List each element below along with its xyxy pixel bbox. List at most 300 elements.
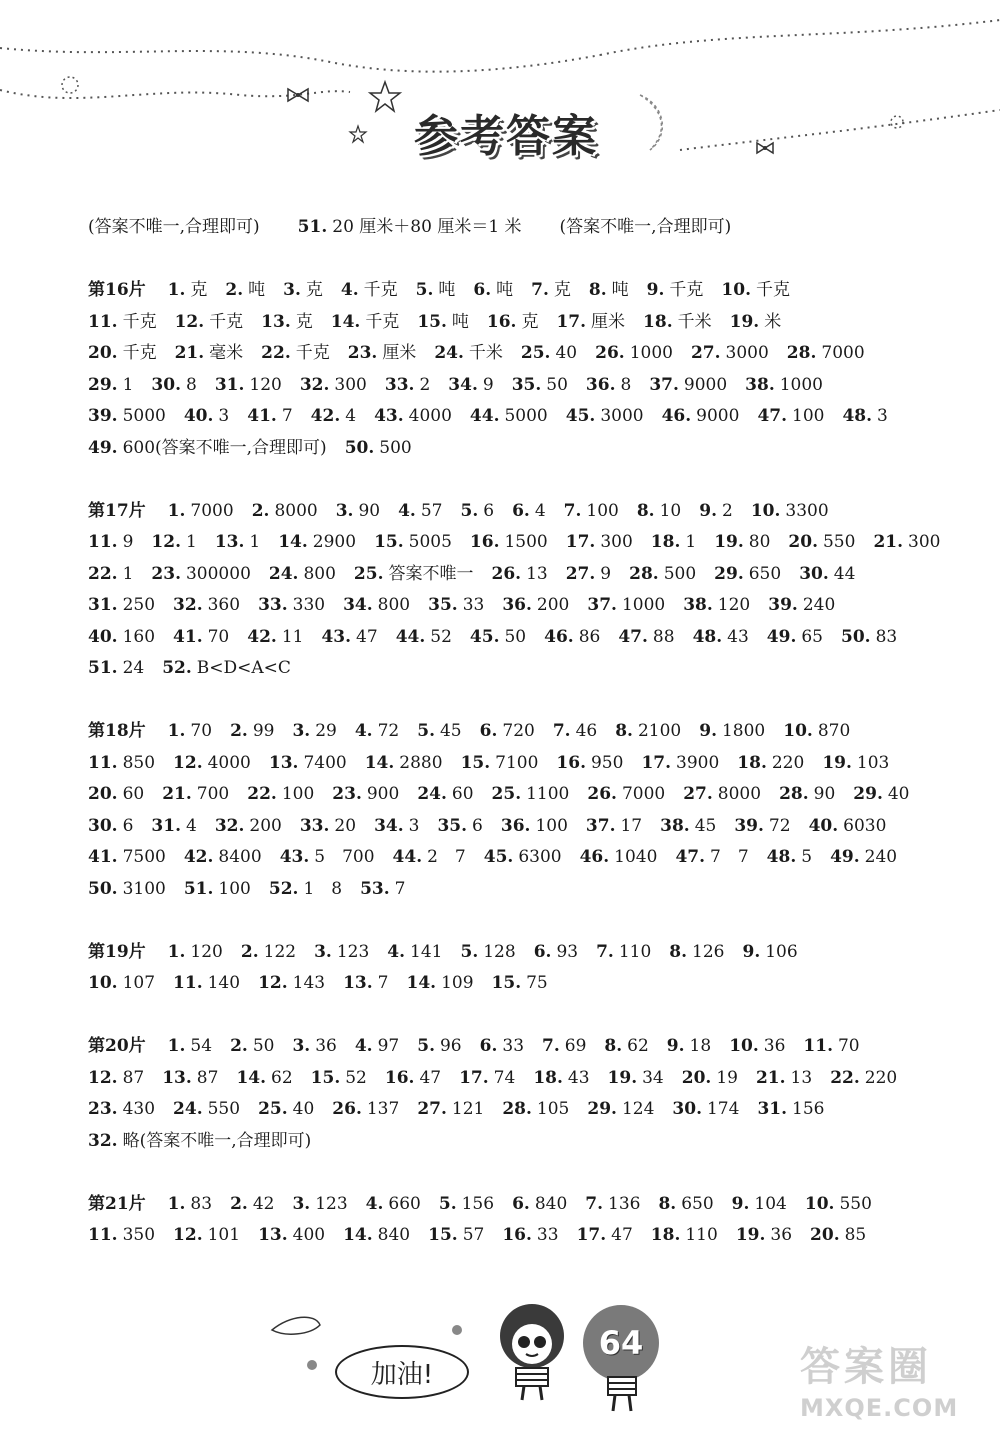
answer-item (512, 1189, 567, 1221)
answer-item (88, 1063, 144, 1095)
question-number: 4. (354, 721, 373, 741)
answer-item (88, 653, 144, 685)
answer-item (799, 559, 855, 591)
answer-text: 克 (553, 280, 571, 300)
answer-text: 8400 (218, 847, 262, 867)
question-number: 28. (502, 1099, 532, 1119)
answer-line (88, 1094, 938, 1126)
question-number: 8. (669, 941, 688, 962)
answer-text: 1000 (779, 374, 823, 395)
answer-text: 1 (249, 532, 261, 552)
question-number: 6. (512, 500, 530, 521)
answer-text: B<D<A<C (196, 658, 291, 678)
question-number: 16. (502, 1225, 532, 1245)
question-number: 8. (658, 1193, 677, 1214)
question-number: 7. (552, 721, 571, 741)
answer-text: 93 (556, 941, 579, 962)
question-number: 6. (479, 1036, 498, 1056)
question-number: 34. (448, 374, 478, 395)
question-number: 30. (672, 1099, 702, 1119)
answer-item (643, 307, 712, 339)
answer-item (258, 1094, 314, 1126)
answer-text: 44 (833, 563, 856, 584)
question-number: 20. (88, 784, 118, 804)
question-number: 10. (783, 721, 813, 741)
answer-item (230, 716, 274, 748)
question-number: 51. (88, 658, 118, 678)
answer-item (269, 748, 347, 780)
question-number: 6. (473, 280, 492, 300)
answer-text: 43 (727, 626, 749, 647)
question-number: 20. (788, 532, 818, 552)
answer-item (649, 370, 727, 402)
answer-text: 吨 (611, 280, 629, 300)
question-number: 29. (853, 784, 883, 804)
question-number: 38. (683, 595, 713, 615)
answer-item (348, 338, 417, 370)
answer-item (783, 716, 850, 748)
section-label: 第21片 (88, 1193, 146, 1214)
question-number: 4. (340, 280, 359, 300)
answer-item (512, 370, 568, 402)
question-number: 38. (745, 374, 775, 395)
answer-text: 52 (430, 626, 452, 647)
answer-item (660, 811, 716, 843)
question-number: 25. (491, 784, 522, 804)
answer-item (88, 748, 155, 780)
answer-text: 156 (792, 1099, 825, 1119)
question-number: 7. (585, 1193, 604, 1214)
answer-item (461, 748, 539, 780)
answer-item (566, 401, 644, 433)
answer-item (615, 716, 681, 748)
question-number: 17. (556, 311, 587, 332)
answer-item (566, 559, 611, 591)
answer-item (385, 1063, 441, 1095)
answer-item (437, 811, 482, 843)
answer-item (88, 842, 166, 874)
answers-body (88, 212, 941, 1252)
question-number: 19. (607, 1067, 638, 1088)
answer-item (691, 338, 769, 370)
question-number: 5. (417, 1036, 435, 1056)
question-number: 48. (842, 406, 873, 426)
answer-text: 72 (377, 721, 400, 741)
question-number: 31. (757, 1099, 788, 1119)
question-number: 15. (374, 532, 404, 552)
question-number: 43. (321, 626, 352, 647)
question-number: 32. (173, 595, 203, 615)
answer-text: 650 (748, 563, 782, 584)
answer-text: 550 (822, 532, 856, 552)
question-number: 14. (236, 1067, 267, 1088)
answer-text: 109 (441, 973, 474, 993)
answer-item (734, 811, 790, 843)
question-number: 53. (360, 878, 390, 899)
answer-item (184, 874, 251, 906)
question-number: 35. (428, 595, 458, 615)
question-number: 39. (88, 406, 118, 426)
answer-text: 7100 (495, 752, 539, 773)
star-small-icon (350, 126, 366, 142)
section-label: 第18片 (88, 721, 146, 741)
answer-text: 3000 (725, 343, 769, 363)
answer-item (470, 527, 548, 559)
question-number: 36. (500, 815, 531, 836)
question-number: 48. (766, 847, 797, 867)
question-number: 24. (173, 1099, 203, 1119)
answer-text: 87 (196, 1067, 219, 1088)
question-number: 37. (649, 374, 679, 395)
answer-item (439, 1189, 494, 1221)
answer-item (737, 748, 804, 780)
question-number: 14. (330, 311, 361, 332)
question-number: 24. (434, 343, 464, 363)
answer-text: 20 (334, 815, 357, 836)
question-number: 47. (675, 847, 706, 867)
answer-text: 120 (249, 374, 282, 395)
answer-text: 96 (439, 1036, 462, 1056)
answer-item (651, 527, 696, 559)
question-number: 49. (766, 626, 797, 647)
answer-item (252, 496, 318, 528)
answer-text: 36 (763, 1036, 786, 1056)
answer-text: 50 (252, 1036, 275, 1056)
answer-text: 3300 (785, 500, 829, 521)
answer-item (168, 716, 212, 748)
answer-item (787, 338, 865, 370)
question-number: 37. (587, 595, 617, 615)
answer-text: 840 (534, 1193, 568, 1214)
answer-text: 50 (504, 626, 527, 647)
question-number: 34. (343, 595, 373, 615)
answer-text: 6300 (518, 847, 562, 867)
question-number: 19. (735, 1225, 766, 1245)
answer-item (151, 811, 196, 843)
question-number: 27. (565, 563, 596, 584)
question-number: 12. (88, 1067, 118, 1088)
answer-item (587, 779, 665, 811)
answer-item (215, 370, 282, 402)
question-number: 42. (247, 626, 277, 647)
answer-text: 5 700 (314, 847, 375, 867)
answer-text: 870 (817, 721, 851, 741)
answer-item (730, 307, 782, 339)
answer-item (343, 1220, 410, 1252)
question-number: 1. (167, 1193, 186, 1214)
question-number: 1. (167, 280, 186, 300)
question-number: 15. (491, 973, 522, 993)
answer-text: 250 (122, 595, 156, 615)
answer-text: 7500 (122, 847, 166, 867)
question-number: 13. (162, 1067, 192, 1088)
answer-text: 156 (461, 1193, 495, 1214)
section-gap (88, 244, 938, 276)
answer-item (417, 1094, 484, 1126)
answer-text: 100 (792, 406, 825, 426)
answer-text: 5000 (122, 406, 166, 426)
answer-item (714, 527, 770, 559)
answer-item (428, 1220, 484, 1252)
question-number: 31. (151, 815, 181, 836)
question-number: 10. (729, 1036, 759, 1056)
answer-item (809, 811, 887, 843)
question-number: 28. (779, 784, 809, 804)
question-number: 52. (268, 878, 299, 899)
question-number: 14. (343, 1225, 373, 1245)
answer-item (587, 1094, 654, 1126)
answer-text: 千克 (122, 311, 157, 332)
question-number: 47. (618, 626, 648, 647)
answer-text: 240 (864, 847, 898, 867)
answer-item (88, 433, 327, 465)
answer-item (345, 433, 412, 465)
question-number: 44. (392, 847, 423, 867)
answer-text: 110 (685, 1225, 718, 1245)
answer-item (336, 496, 380, 528)
answer-item (810, 1220, 866, 1252)
question-number: 8. (636, 500, 655, 521)
answer-line (88, 590, 938, 622)
question-number: 5. (415, 280, 434, 300)
answer-text: 1 (122, 563, 134, 584)
answer-text: 126 (692, 941, 725, 962)
answer-text: 660 (388, 1193, 421, 1214)
watermark (800, 1335, 990, 1425)
answer-line (88, 842, 938, 874)
answer-item (629, 559, 696, 591)
question-number: 13. (258, 1225, 288, 1245)
question-number: 1. (167, 500, 186, 521)
answer-item (173, 1220, 240, 1252)
answer-item (247, 779, 314, 811)
answer-text: 1000 (629, 343, 673, 363)
question-number: 18. (650, 1225, 681, 1245)
answer-text: 千克 (756, 280, 790, 300)
question-number: 13. (268, 752, 299, 773)
answer-item (757, 401, 824, 433)
answer-item (484, 842, 562, 874)
question-number: 21. (162, 784, 192, 804)
answer-item (577, 1220, 633, 1252)
question-number: 11. (88, 311, 118, 332)
answer-item (88, 874, 166, 906)
answer-text: 83 (190, 1193, 213, 1214)
answer-text: 350 (122, 1225, 156, 1245)
dotted-ribbon-upper (600, 20, 1000, 55)
section-gap (88, 685, 938, 717)
question-number: 7. (542, 1036, 560, 1056)
question-number: 8. (588, 280, 607, 300)
answer-text: 103 (856, 752, 890, 773)
answer-item (502, 1220, 558, 1252)
answer-text: 9000 (696, 406, 740, 426)
question-number: 46. (661, 406, 692, 426)
question-number: 7. (531, 280, 549, 300)
answer-text: 3000 (600, 406, 644, 426)
answer-item (168, 496, 234, 528)
answer-text: 100 (586, 500, 619, 521)
answer-item (830, 842, 897, 874)
question-number: 3. (335, 500, 354, 521)
moon-icon (640, 95, 662, 150)
question-number: 22. (88, 563, 118, 584)
answer-text: 3 (408, 815, 420, 836)
question-number: 16. (556, 752, 586, 773)
answer-item (586, 370, 631, 402)
question-number: 26. (491, 563, 522, 584)
answer-item (365, 748, 443, 780)
answer-line (88, 874, 938, 906)
question-number: 29. (88, 374, 118, 395)
question-number: 45. (565, 406, 596, 426)
answer-item (830, 1063, 897, 1095)
answer-item (803, 1031, 859, 1063)
question-number: 22. (247, 784, 277, 804)
answer-text: 7400 (303, 752, 347, 773)
answer-text: 62 (627, 1036, 649, 1056)
question-number: 32. (214, 815, 245, 836)
question-number: 10. (721, 280, 751, 300)
question-number: 12. (174, 311, 205, 332)
answer-text: 300000 (185, 563, 251, 584)
answer-text: 45 (694, 815, 717, 836)
answer-text: 360 (207, 595, 241, 615)
answer-text: 13 (526, 563, 548, 584)
question-number: 23. (151, 563, 181, 584)
answer-text: 123 (336, 941, 370, 962)
answer-item (280, 842, 375, 874)
question-number: 33. (299, 815, 330, 836)
answer-item (173, 968, 240, 1000)
answer-item (651, 1220, 718, 1252)
answer-line (88, 1063, 938, 1095)
answer-text: 174 (706, 1099, 740, 1119)
question-number: 29. (587, 1099, 617, 1119)
question-number: 4. (387, 941, 406, 962)
answer-text: 厘米 (591, 311, 626, 332)
answer-text: 7000 (621, 784, 666, 804)
section-gap (88, 464, 938, 496)
question-number: 30. (88, 815, 118, 836)
answer-text: 950 (590, 752, 624, 773)
answer-text: 1800 (721, 721, 766, 741)
question-number: 30. (151, 374, 181, 395)
answer-item (258, 1220, 325, 1252)
question-number: 2. (251, 500, 270, 521)
answer-item (805, 1189, 872, 1221)
question-number: 52. (162, 658, 192, 678)
answer-item (343, 590, 410, 622)
section-gap (88, 1000, 938, 1032)
answer-item (168, 1189, 212, 1221)
answer-item (732, 1189, 787, 1221)
question-number: 18. (533, 1067, 563, 1088)
answer-text: 千克 (295, 343, 330, 363)
question-number: 19. (714, 532, 744, 552)
answer-item (278, 527, 356, 559)
sparkle-circle (891, 116, 903, 128)
answer-text: 330 (292, 595, 326, 615)
answer-item (175, 307, 244, 339)
answer-text: 500 (379, 437, 412, 458)
answer-item (283, 275, 323, 307)
answer-item (767, 622, 823, 654)
question-number: 35. (511, 374, 542, 395)
answer-text: 克 (295, 311, 313, 332)
answer-text: 2 7 (427, 847, 466, 867)
question-number: 13. (261, 311, 291, 332)
question-number: 7. (596, 941, 614, 962)
answer-text: 2900 (312, 532, 357, 552)
answer-item (407, 968, 474, 1000)
answer-item (258, 590, 325, 622)
question-number: 18. (643, 311, 673, 332)
answer-item (300, 370, 367, 402)
answer-text: 吨 (248, 280, 266, 300)
answer-line (88, 968, 938, 1000)
answer-text: 220 (864, 1067, 898, 1088)
answer-item (667, 1031, 711, 1063)
question-number: 25. (353, 563, 384, 584)
question-number: 5. (460, 941, 479, 962)
answer-text: 7 (281, 406, 293, 426)
question-number: 14. (364, 752, 395, 773)
question-number: 1. (167, 1036, 186, 1056)
answer-item (589, 275, 629, 307)
answer-text: 千米 (677, 311, 712, 332)
answer-text: 3 (218, 406, 230, 426)
answer-item (531, 275, 571, 307)
answer-item (332, 779, 399, 811)
answer-line (88, 1189, 938, 1221)
answer-item (544, 622, 600, 654)
answer-line (88, 748, 938, 780)
question-number: 50. (88, 878, 118, 899)
answer-item (258, 968, 325, 1000)
answer-text: 107 (122, 973, 156, 993)
answer-text: 840 (377, 1225, 411, 1245)
question-number: 2. (230, 1193, 248, 1214)
answer-line (88, 401, 938, 433)
answer-item (366, 1189, 421, 1221)
answer-text: 千克 (365, 311, 400, 332)
answer-item (595, 338, 673, 370)
answer-text: 33 (462, 595, 485, 615)
question-number: 28. (629, 563, 659, 584)
answer-text: 220 (771, 752, 805, 773)
answer-item (492, 968, 548, 1000)
answer-item (637, 496, 681, 528)
question-number: 16. (486, 311, 517, 332)
answer-text: 850 (122, 752, 156, 773)
answer-item (225, 275, 265, 307)
question-number: 1. (167, 941, 186, 962)
answer-text: 42 (252, 1193, 275, 1214)
answer-text: 500 (663, 563, 697, 584)
section-label: 第20片 (88, 1036, 146, 1056)
question-number: 5. (460, 500, 479, 521)
question-number: 22. (830, 1067, 860, 1088)
answer-text: 略(答案不唯一,合理即可) (122, 1130, 312, 1151)
question-number: 15. (460, 752, 491, 773)
question-number: 9. (646, 280, 665, 300)
question-number: 41. (247, 406, 277, 426)
answer-text: 7 (394, 878, 406, 899)
answer-item (151, 370, 196, 402)
question-number: 36. (585, 374, 616, 395)
answer-text: 4000 (207, 752, 251, 773)
